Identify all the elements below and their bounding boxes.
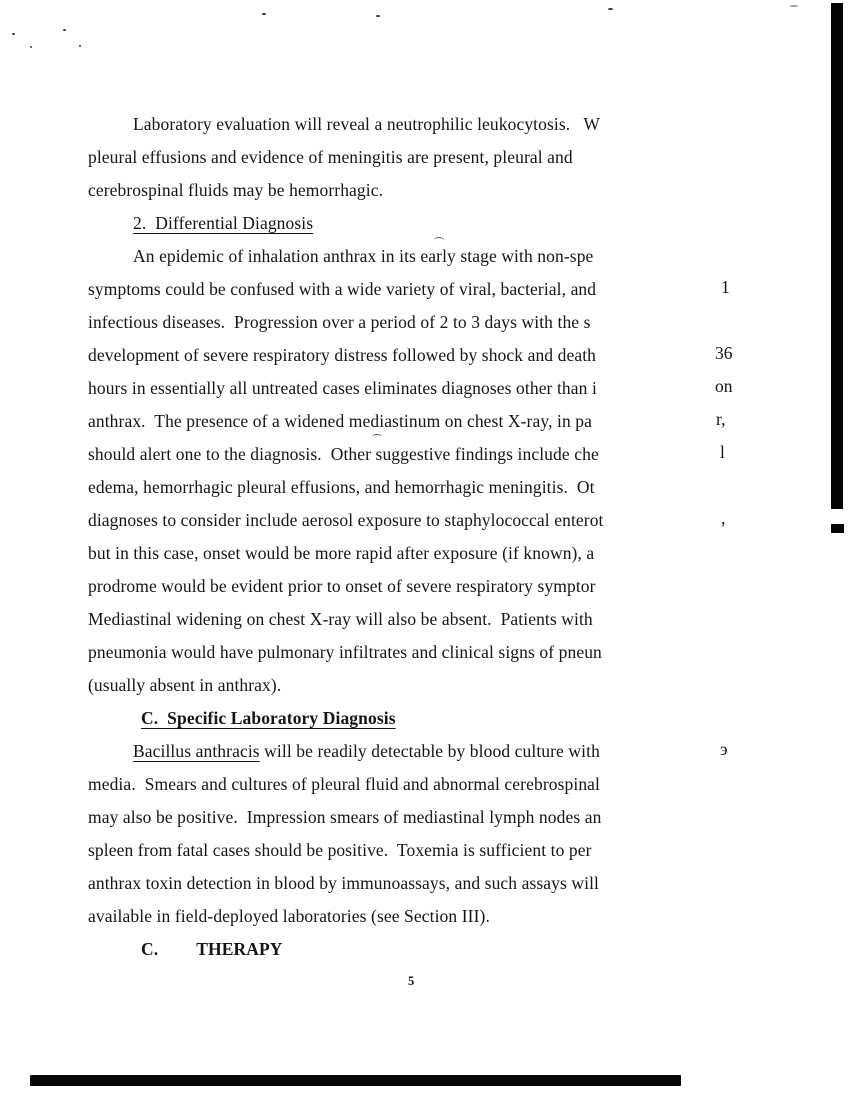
margin-fragment: э [720,739,728,759]
scan-speck [262,13,266,15]
section-heading-differential-diagnosis [88,207,604,240]
text-line: diagnoses to consider include aerosol exposure to staphylococcal enterot [88,510,604,530]
heading-text: 2. Differential Diagnosis [133,213,314,233]
heading-text: C. Specific Laboratory Diagnosis [141,708,396,728]
text-line: anthrax. The presence of a widened mediastinum on chest X-ray, in pa [88,411,593,431]
text-line: cerebrospinal fluids may be hemorrhagic. [88,180,384,200]
margin-fragment: , [721,508,726,528]
text-segment: will be readily detectable by blood culture with [259,741,600,761]
margin-fragment: l [720,442,725,462]
text-line: pleural effusions and evidence of meningitis are present, pleural and [88,147,573,167]
margin-fragment: on [715,376,733,396]
text-line: pneumonia would have pulmonary infiltrates and clinical signs of pneun [88,642,602,662]
heading-text: THERAPY [196,939,283,959]
text-line: but in this case, onset would be more rapid after exposure (if known), a [88,543,595,563]
text-line [88,735,604,768]
page-number: 5 [408,974,415,988]
scan-artifact-right-square [831,524,844,533]
margin-fragment: 36 [715,343,733,363]
scan-speck [79,45,81,47]
text-line: infectious diseases. Progression over a period of 2 to 3 days with the s [88,312,591,332]
text-line: An epidemic of inhalation anthrax in its early stage with non-spe [133,246,594,266]
section-heading-specific-laboratory-diagnosis [88,702,604,735]
text-line: symptoms could be confused with a wide variety of viral, bacterial, and [88,279,597,299]
text-line: Mediastinal widening on chest X-ray will also be absent. Patients with [88,609,593,629]
scan-speck [790,5,798,7]
scan-speck [376,15,380,17]
heading-letter: C. [141,939,159,959]
section-heading-therapy [88,933,604,966]
margin-fragment: r, [716,409,726,429]
text-line: media. Smears and cultures of pleural fluid and abnormal cerebrospinal [88,774,600,794]
text-line: Laboratory evaluation will reveal a neutrophilic leukocytosis. W [133,114,600,134]
species-name: Bacillus anthracis [133,741,260,761]
text-line: (usually absent in anthrax). [88,675,282,695]
document-body [88,108,604,966]
scan-speck [608,8,613,10]
text-line: prodrome would be evident prior to onset of severe respiratory symptor [88,576,596,596]
margin-fragment: 1 [721,277,730,297]
text-line: spleen from fatal cases should be positive. Toxemia is sufficient to per [88,840,592,860]
text-line: available in field-deployed laboratories (see Section III). [88,906,490,926]
text-line: hours in essentially all untreated cases eliminates diagnoses other than i [88,378,597,398]
text-line: development of severe respiratory distress followed by shock and death [88,345,597,365]
scan-artifact-bottom-bar [30,1075,681,1086]
scan-artifact-right-bar [831,3,843,509]
text-line: may also be positive. Impression smears of mediastinal lymph nodes an [88,807,602,827]
text-line: anthrax toxin detection in blood by immunoassays, and such assays will [88,873,600,893]
scan-speck [12,33,15,35]
text-line: should alert one to the diagnosis. Other suggestive findings include che [88,444,599,464]
scan-speck [30,46,32,48]
text-line: edema, hemorrhagic pleural effusions, and hemorrhagic meningitis. Ot [88,477,595,497]
scan-speck [63,29,66,31]
